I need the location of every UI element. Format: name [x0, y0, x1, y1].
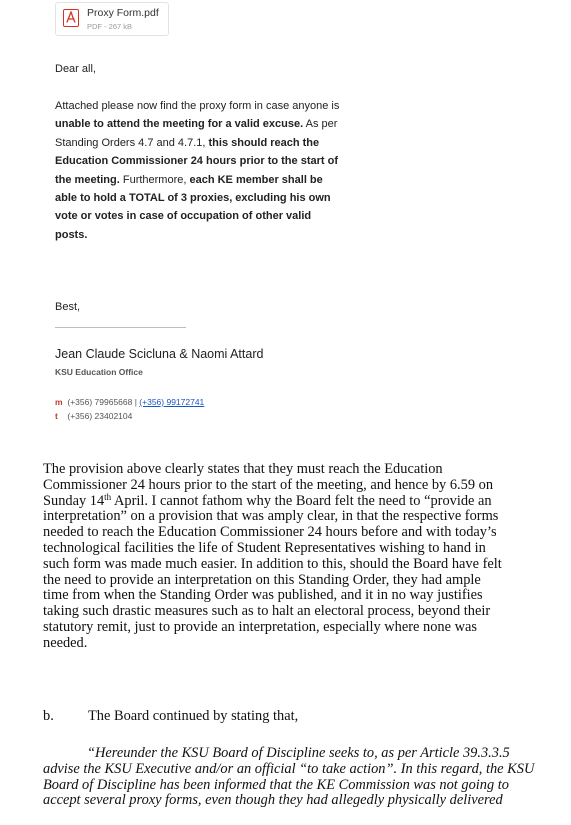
email-body-run: unable to attend the meeting for a valid excuse.: [55, 118, 304, 131]
paragraph-line: needed.: [43, 634, 88, 651]
signature-name: Jean Claude Scicluna & Naomi Attard: [55, 347, 264, 361]
attachment-meta: PDF - 267 kB: [87, 22, 133, 31]
email-closing: Best,: [55, 301, 81, 313]
email-body-run: each KE member shall be able to hold a TOTAL of 3 proxies, excluding his own vote or votes in case of occupation of other valid posts.: [55, 173, 331, 241]
signature-telephone: [55, 411, 132, 421]
email-body-run: Furthermore,: [119, 173, 190, 186]
attachment-chip[interactable]: [55, 2, 169, 36]
paragraph-line: needed to reach the Education Commissioner 24 hours before and with today’s: [43, 524, 497, 541]
quote-line: advise the KSU Executive and/or an official “to take action”. In this regard, the KSU: [43, 760, 535, 777]
paragraph-line: The provision above clearly states that they must reach the Education: [43, 461, 443, 477]
quote-line: accept several proxy forms, even though they had allegedly physically delivered: [43, 792, 503, 809]
paragraph-line: interpretation” on a provision that was amply clear, in that the respective forms: [43, 508, 499, 525]
mobile-number: (+356) 79965668 |: [67, 397, 140, 407]
paragraph-line: technological facilities the life of Student Representatives wishing to hand in: [43, 539, 486, 556]
signature-mobile: [55, 397, 204, 407]
telephone-label: t: [55, 411, 58, 421]
quote-line: Board of Discipline has been informed that the KE Commission was not going to: [43, 776, 509, 793]
quote-line: “Hereunder the KSU Board of Discipline seeks to, as per Article 39.3.3.5: [87, 745, 510, 761]
telephone-number: (+356) 23402104: [67, 411, 133, 421]
email-body-run: Attached please now find the proxy form in case anyone is: [55, 100, 340, 112]
pdf-icon: [63, 9, 79, 27]
email-greeting: Dear all,: [55, 63, 96, 75]
block-quote: [43, 746, 553, 809]
list-item-b: [43, 708, 298, 725]
signature-office: KSU Education Office: [55, 367, 143, 377]
mobile-link[interactable]: (+356) 99172741: [139, 397, 205, 407]
document-paragraph: [43, 462, 553, 652]
paragraph-line: time from when the Standing Order was published, and it in no way justifies: [43, 587, 483, 604]
paragraph-line: such form was made much easier. In addition to this, should the Board have felt: [43, 555, 502, 572]
email-body-run: As per Standing Orders 4.7 and 4.7.1,: [55, 118, 338, 149]
paragraph-line: the need to provide an interpretation on this Standing Order, they had ample: [43, 571, 481, 588]
paragraph-line: statutory remit, just to provide an interpretation, especially where none was: [43, 618, 477, 635]
attachment-name[interactable]: Proxy Form.pdf: [87, 7, 159, 19]
item-text: The Board continued by stating that,: [88, 708, 299, 724]
paragraph-line: Sunday 14th April. I cannot fathom why the Board felt the need to “provide an: [43, 491, 492, 509]
email-body-run: this should reach the Education Commissioner 24 hours prior to the start of the meeting.: [55, 136, 338, 186]
signature-divider: [55, 327, 186, 328]
mobile-label: m: [55, 397, 63, 407]
item-marker: b.: [43, 708, 54, 724]
paragraph-line: Commissioner 24 hours prior to the start of the meeting, and hence by 6.59 on: [43, 476, 494, 493]
email-body: [55, 97, 345, 244]
paragraph-line: taking such drastic measures such as to halt an electoral process, beyond their: [43, 603, 491, 620]
